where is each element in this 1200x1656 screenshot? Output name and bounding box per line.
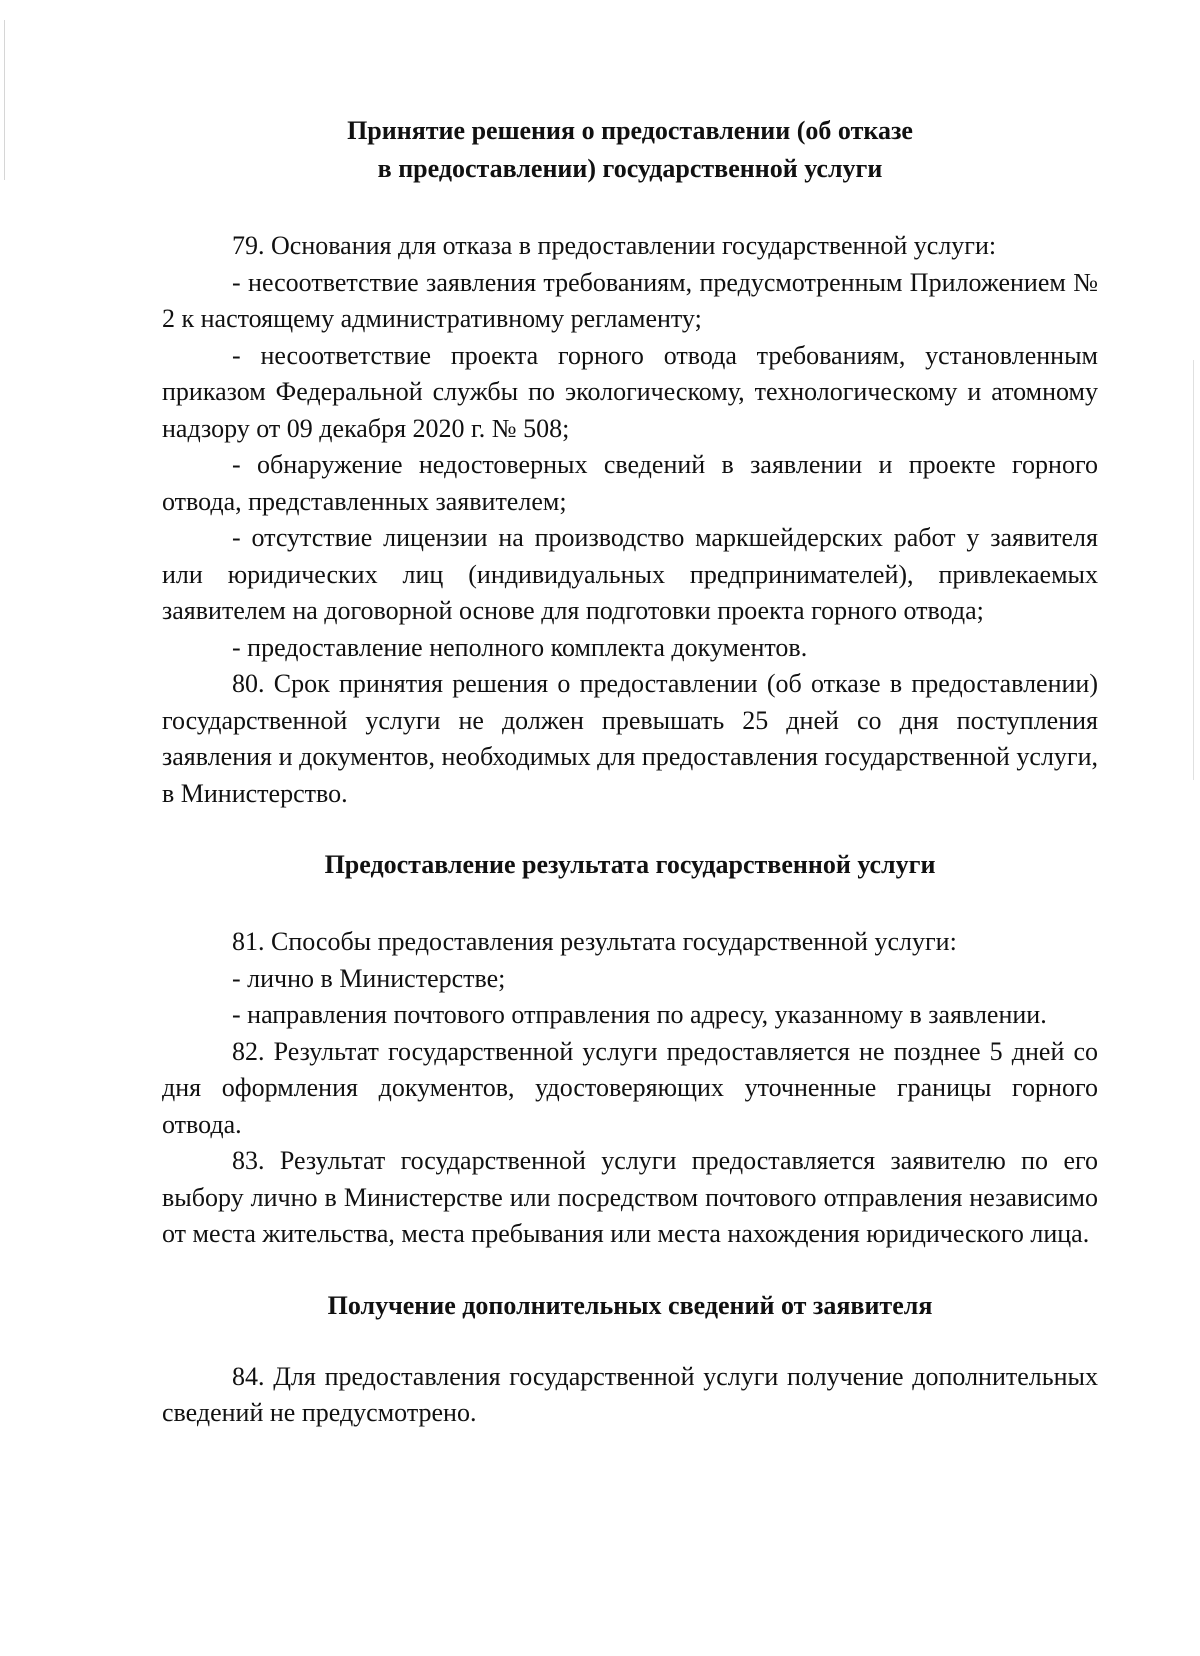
list-item-application-mismatch: - несоответствие заявления требованиям, предусмотренным Приложением № 2 к настоящему административному регламенту; — [162, 267, 1098, 333]
paragraph-80: 80. Срок принятия решения о предоставлении (об отказе в предоставлении) государственной услуги не должен превышать 25 дней со дня поступления заявления и документов, необходимых для предоставления государственной услуги, в Министерство. — [162, 669, 1098, 808]
paragraph-79: 79. Основания для отказа в предоставлении государственной услуги: — [232, 231, 997, 260]
paragraph-84: 84. Для предоставления государственной услуги получение дополнительных сведений не предусмотрено. — [162, 1361, 1098, 1427]
document-page — [162, 112, 1098, 1432]
paragraph-82: 82. Результат государственной услуги предоставляется не позднее 5 дней со дня оформления документов, удостоверяющих уточненные границы горного отвода. — [162, 1036, 1098, 1139]
list-item-false-information: - обнаружение недостоверных сведений в заявлении и проекте горного отвода, представленных заявителем; — [162, 450, 1098, 516]
section-heading-result: Предоставление результата государственной услуги — [324, 850, 936, 879]
heading-line-2: в предоставлении) государственной услуги — [377, 154, 883, 183]
paragraph-83: 83. Результат государственной услуги предоставляется заявителю по его выбору лично в Министерстве или посредством почтового отправления независимо от места жительства, места пребывания или места нахождения юридического лица. — [162, 1146, 1098, 1248]
heading-line-1: Принятие решения о предоставлении (об отказе — [347, 116, 913, 145]
scan-edge-left — [4, 20, 5, 180]
list-item-project-mismatch: - несоответствие проекта горного отвода требованиям, установленным приказом Федеральной службы по экологическому, технологическому и атомному надзору от 09 декабря 2020 г. № 508; — [162, 340, 1098, 443]
list-item-by-post: - направления почтового отправления по адресу, указанному в заявлении. — [232, 1000, 1047, 1029]
section-heading-decision — [162, 112, 1098, 188]
scan-edge-right — [1193, 360, 1194, 780]
section-heading-additional-info: Получение дополнительных сведений от заявителя — [327, 1290, 933, 1320]
list-item-incomplete-docs: - предоставление неполного комплекта документов. — [232, 632, 808, 662]
paragraph-81: 81. Способы предоставления результата государственной услуги: — [232, 927, 957, 956]
list-item-no-license: - отсутствие лицензии на производство маркшейдерских работ у заявителя или юридических лиц (индивидуальных предпринимателей), привлекаемых заявителем на договорной основе для подготовки проекта горного отвода; — [162, 523, 1098, 625]
list-item-in-person: - лично в Министерстве; — [232, 963, 506, 993]
